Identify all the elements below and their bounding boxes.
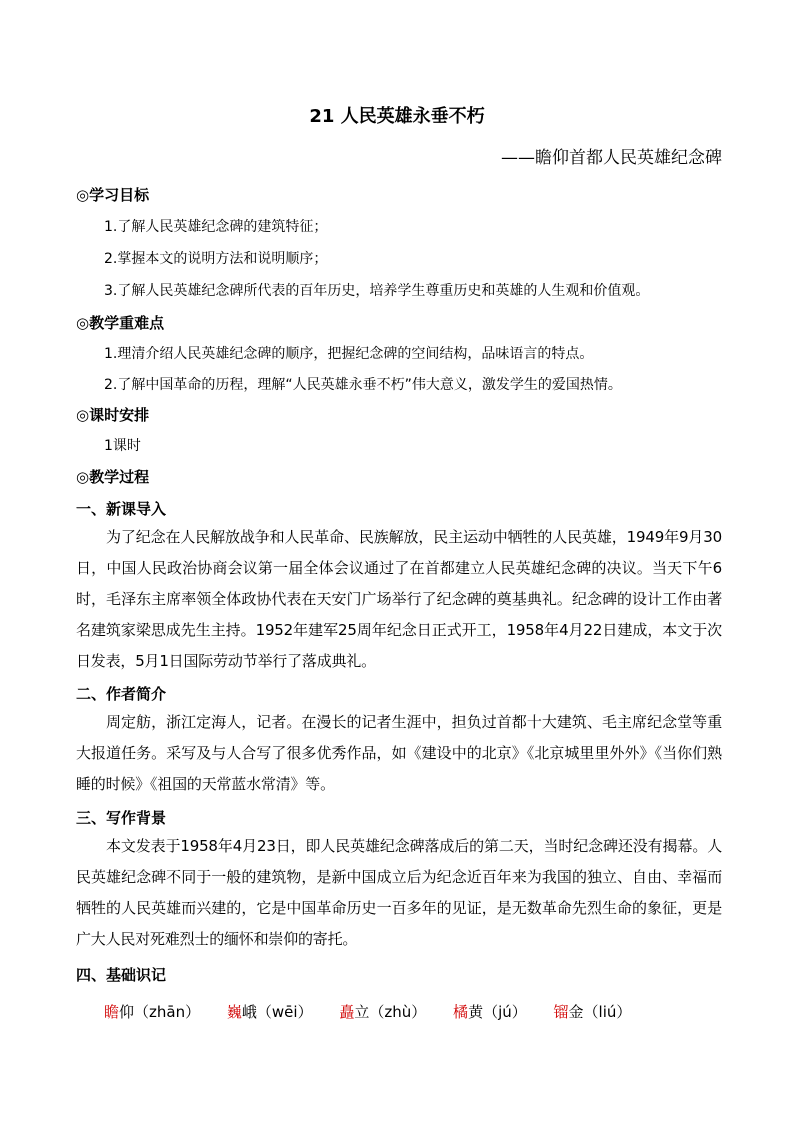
vocab-list — [104, 1000, 653, 1024]
vocab-item — [339, 1003, 426, 1021]
process-heading: ◎教学过程 — [76, 468, 150, 486]
lesson-title: 21 人民英雄永垂不朽 — [309, 106, 485, 127]
section-author-text: 周定舫，浙江定海人，记者。在漫长的记者生涯中，担负过首都十大建筑、毛主席纪念堂等重大报道任务。采写及与人合写了很多优秀作品，如《建设中的北京》《北京城里里外外》《当你们熟睡的时候》《祖国的天常蓝水常清》等。 — [76, 713, 722, 793]
vocab-item — [554, 1003, 632, 1021]
objective-item: 3.了解人民英雄纪念碑所代表的百年历史，培养学生尊重历史和英雄的人生观和价值观。 — [104, 283, 650, 299]
keypoint-item: 2.了解中国革命的历程，理解“人民英雄永垂不朽”伟大意义，激发学生的爱国热情。 — [104, 377, 622, 393]
process-section — [76, 466, 722, 488]
schedule-item: 1课时 — [104, 438, 141, 454]
vocab-pinyin: 黄（jú） — [468, 1003, 527, 1021]
section-background-text: 本文发表于1958年4月23日，即人民英雄纪念碑落成后的第二天，当时纪念碑还没有揭幕。人民英雄纪念碑不同于一般的建筑物，是新中国成立后为纪念近百年来为我国的独立、自由、幸福而牺牲的人民英雄而兴建的，它是中国革命历史一百多年的见证，是无数革命先烈生命的象征，更是广大人民对死难烈士的缅怀和崇仰的寄托。 — [76, 837, 722, 948]
vocab-char: 巍 — [226, 1003, 242, 1021]
section-basics-heading: 四、基础识记 — [76, 966, 167, 984]
section-background-heading: 三、写作背景 — [76, 809, 167, 827]
schedule-section — [76, 404, 722, 457]
schedule-heading: ◎课时安排 — [76, 406, 150, 424]
vocab-pinyin: 峨（wēi） — [241, 1003, 313, 1021]
vocab-item — [453, 1003, 527, 1021]
section-intro — [76, 498, 722, 677]
section-author-heading: 二、作者简介 — [76, 685, 167, 703]
vocab-char: 橘 — [453, 1003, 469, 1021]
objectives-section — [76, 184, 722, 302]
keypoints-heading: ◎教学重难点 — [76, 314, 165, 332]
section-basics — [76, 964, 722, 986]
vocab-char: 瞻 — [104, 1003, 120, 1021]
section-author — [76, 683, 722, 800]
section-intro-heading: 一、新课导入 — [76, 500, 167, 518]
section-background — [76, 807, 722, 955]
keypoint-item: 1.理清介绍人民英雄纪念碑的顺序，把握纪念碑的空间结构，品味语言的特点。 — [104, 346, 594, 362]
vocab-pinyin: 立（zhù） — [354, 1003, 427, 1021]
vocab-item — [227, 1003, 313, 1021]
vocab-char: 矗 — [339, 1003, 355, 1021]
keypoints-section — [76, 312, 722, 396]
objective-item: 1.了解人民英雄纪念碑的建筑特征； — [104, 219, 328, 235]
vocab-pinyin: 仰（zhān） — [119, 1003, 201, 1021]
vocab-char: 镏 — [553, 1003, 569, 1021]
vocab-pinyin: 金（liú） — [568, 1003, 632, 1021]
objective-item: 2.掌握本文的说明方法和说明顺序； — [104, 251, 328, 267]
lesson-subtitle: ——瞻仰首都人民英雄纪念碑 — [501, 148, 722, 168]
vocab-item — [104, 1003, 200, 1021]
objectives-heading: ◎学习目标 — [76, 186, 150, 204]
section-intro-text: 为了纪念在人民解放战争和人民革命、民族解放，民主运动中牺牲的人民英雄，1949年9月30日，中国人民政治协商会议第一届全体会议通过了在首都建立人民英雄纪念碑的决议。当天下午6时，毛泽东主席率领全体政协代表在天安门广场举行了纪念碑的奠基典礼。纪念碑的设计工作由著名建筑家梁思成先生主持。1952年建军25周年纪念日正式开工，1958年4月22日建成，本文于次日发表，5月1日国际劳动节举行了落成典礼。 — [76, 528, 722, 670]
